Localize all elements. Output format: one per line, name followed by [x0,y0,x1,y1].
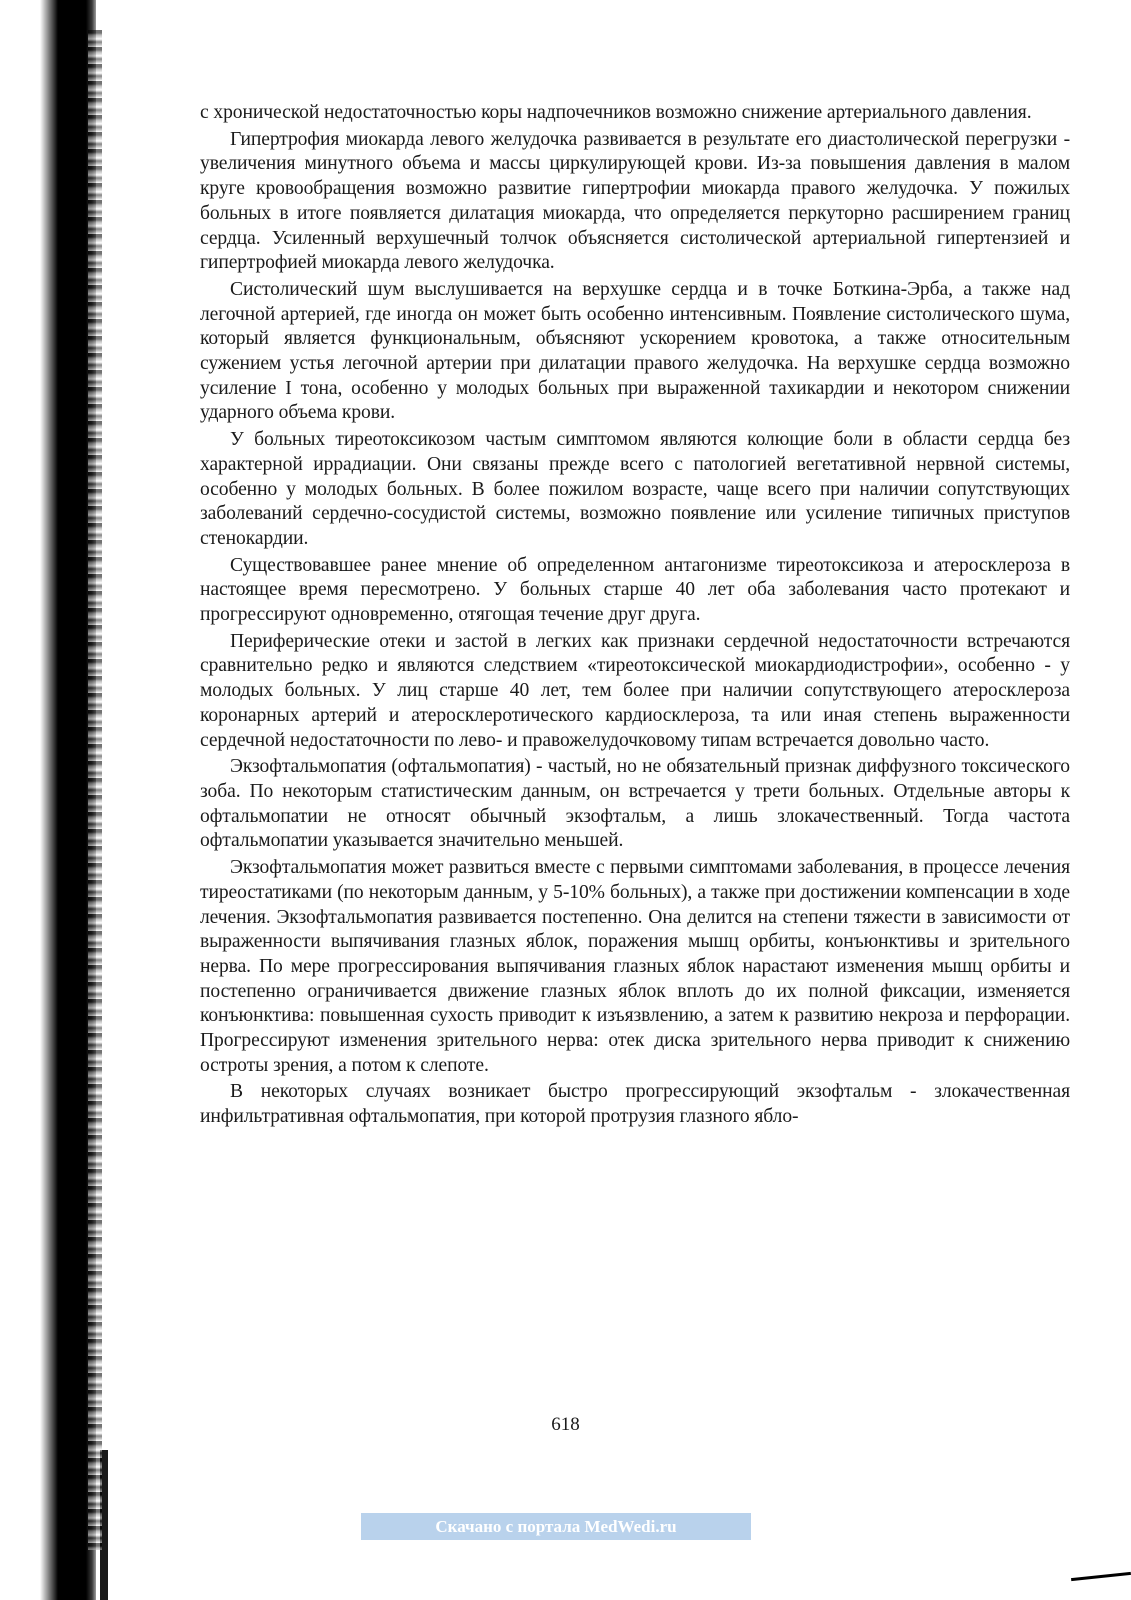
scan-binding-edge [0,0,96,1600]
page-number: 618 [551,1414,580,1435]
download-watermark: Скачано с портала MedWedi.ru [361,1513,751,1540]
scan-corner-mark [1071,1572,1131,1581]
paragraph-6: Периферические отеки и застой в легких как признаки сердечной недостаточности встречаются сравнительно редко и являются следствием «тиреотоксической миокардиодистрофии», особенно - у молодых больных. У лиц старше 40 лет, тем более при наличии сопутствующего атеросклероза коронарных артерий и атеросклеротического кардиосклероза, та или иная степень выраженности сердечной недостаточности по лево- и правожелудочковому типам встречается довольно часто. [200,630,1070,751]
paragraph-7: Экзофтальмопатия (офтальмопатия) - частый, но не обязательный признак диффузного токсического зоба. По некоторым статистическим данным, он встречается у трети больных. Отдельные авторы к офтальмопатии не относят обычный экзофтальм, а лишь злокачественный. Тогда частота офтальмопатии указывается значительно меньшей. [200,756,1070,852]
paragraph-5: Существовавшее ранее мнение об определенном антагонизме тиреотоксикоза и атеросклероза в настоящее время пересмотрено. У больных старше 40 лет оба заболевания часто протекают и прогрессируют одновременно, отягощая течение друг друга. [200,554,1070,626]
paragraph-9: В некоторых случаях возникает быстро прогрессирующий экзофтальм - злокачественная инфильтративная офтальмопатия, при которой протрузия глазного ябло- [200,1081,1070,1128]
paragraph-4: У больных тиреотоксикозом частым симптомом являются колющие боли в области сердца без характерной иррадиации. Они связаны прежде всего с патологией вегетативной нервной системы, особенно у молодых больных. В более пожилом возрасте, чаще всего при наличии сопутствующих заболеваний сердечно-сосудистой системы, возможно появление или усиление типичных приступов стенокардии. [200,429,1070,549]
paragraph-1: с хронической недостаточностью коры надпочечников возможно снижение артериального давления. [200,102,1032,123]
paragraph-2: Гипертрофия миокарда левого желудочка развивается в результате его диастолической перегрузки - увеличения минутного объема и массы циркулирующей крови. Из-за повышения давления в малом круге кровообращения возможно развитие гипертрофии миокарда правого желудочка. У пожилых больных в итоге появляется дилатация миокарда, что определяется перкуторно расширением границ сердца. Усиленный верхушечный толчок объясняется систолической артериальной гипертензией и гипертрофией миокарда левого желудочка. [200,128,1070,274]
paragraph-8: Экзофтальмопатия может развиться вместе с первыми симптомами заболевания, в процессе лечения тиреостатиками (по некоторым данным, у 5-10% больных), а также при достижении компенсации в ходе лечения. Экзофтальмопатия развивается постепенно. Она делится на степени тяжести в зависимости от выраженности выпячивания глазных яблок, поражения мышц орбиты, конъюнктивы и зрительного нерва. По мере прогрессирования выпячивания глазных яблок нарастают изменения мышц орбиты и постепенно ограничивается движение глазных яблок вплоть до их полной фиксации, изменяется конъюнктива: повышенная сухость приводит к изъязвлению, а затем к развитию некроза и перфорации. Прогрессируют изменения зрительного нерва: отек диска зрительного нерва приводит к снижению остроты зрения, а потом к слепоте. [200,857,1070,1076]
paragraph-3: Систолический шум выслушивается на верхушке сердца и в точке Боткина-Эрба, а также над легочной артерией, где иногда он может быть особенно интенсивным. Появление систолического шума, который является функциональным, объясняют ускорением кровотока, а также относительным сужением устья легочной артерии при дилатации правого желудочка. На верхушке сердца возможно усиление I тона, особенно у молодых больных при выраженной тахикардии и некотором снижении ударного объема крови. [200,278,1070,424]
body-text [200,101,1070,1132]
